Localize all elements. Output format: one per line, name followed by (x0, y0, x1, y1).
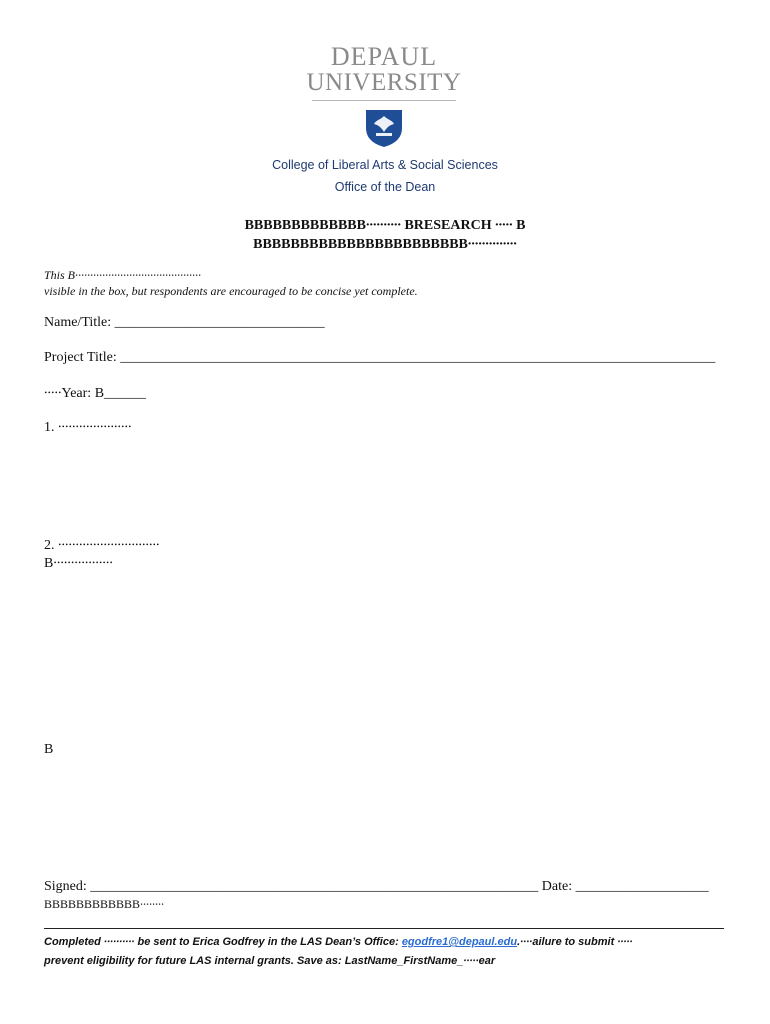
question-2-line-2: B∙∙∙∙∙∙∙∙∙∙∙∙∙∙∙∙∙ (44, 556, 113, 571)
footer-completed: Completed (44, 936, 101, 948)
form-heading-line-1: BBBBBBBBBBBBB∙∙∙∙∙∙∙∙∙∙ BRESEARCH ∙∙∙∙∙ B (244, 218, 526, 233)
name-title-field[interactable] (44, 315, 325, 331)
footer-instructions-line-2 (44, 955, 744, 967)
footer-year-text: ear (478, 955, 496, 967)
office-name: Office of the Dean (334, 180, 436, 194)
footer-eligibility-text: prevent eligibility for future LAS internal grants. (44, 955, 294, 967)
footer-garbled-3: ∙∙∙∙∙ (617, 936, 633, 948)
signature-caption: BBBBBBBBBBBB∙∙∙∙∙∙∙∙ (44, 897, 165, 911)
year-prefix: ∙∙∙∙∙ (44, 386, 62, 401)
name-title-label: Name/Title: (44, 315, 112, 330)
footer-send-text: be sent to Erica Godfrey in the LAS Dean’s Office: (137, 936, 399, 948)
logo-wordmark-depaul: DEPAUL (330, 42, 438, 71)
stray-mark: B (44, 742, 54, 757)
email-link[interactable]: egodfre1@depaul.edu (401, 936, 518, 948)
question-1: 1. ∙∙∙∙∙∙∙∙∙∙∙∙∙∙∙∙∙∙∙∙∙ (44, 420, 132, 435)
year-blank[interactable]: ______ (104, 386, 147, 401)
footer-instructions-line-1 (44, 936, 744, 948)
intro-text-line-1: This B∙∙∙∙∙∙∙∙∙∙∙∙∙∙∙∙∙∙∙∙∙∙∙∙∙∙∙∙∙∙∙∙∙∙∙∙∙∙∙∙∙∙ (44, 268, 202, 282)
signed-label: Signed: (44, 879, 87, 894)
signature-row[interactable] (44, 879, 709, 895)
year-value: B (94, 386, 105, 401)
date-label: Date: (541, 879, 573, 894)
college-name: College of Liberal Arts & Social Sciences (272, 158, 498, 172)
university-logo (306, 42, 462, 148)
footer-divider (44, 928, 724, 929)
logo-wordmark-university: UNIVERSITY (306, 69, 462, 96)
name-title-blank[interactable]: ______________________________ (114, 315, 325, 330)
logo-divider (312, 100, 456, 101)
footer-save-as-text: Save as: LastName_FirstName_ (297, 955, 464, 967)
signature-blank[interactable]: ________________________________________________________________ (90, 879, 539, 894)
footer-garbled-2: .∙∙∙∙ (517, 936, 533, 948)
form-heading-line-2: BBBBBBBBBBBBBBBBBBBBBBB∙∙∙∙∙∙∙∙∙∙∙∙∙∙ (253, 237, 517, 252)
year-label: Year: (61, 386, 92, 401)
year-field[interactable] (44, 386, 146, 402)
project-title-label: Project Title: (44, 350, 117, 365)
footer-garbled-1: ∙∙∙∙∙∙∙∙∙∙ (103, 936, 135, 948)
date-blank[interactable]: ___________________ (575, 879, 709, 894)
intro-text-line-2: visible in the box, but respondents are encouraged to be concise yet complete. (44, 284, 418, 298)
university-shield-icon (364, 108, 404, 148)
footer-garbled-4: ∙∙∙∙∙ (463, 955, 479, 967)
question-2-line-1: 2. ∙∙∙∙∙∙∙∙∙∙∙∙∙∙∙∙∙∙∙∙∙∙∙∙∙∙∙∙∙ (44, 538, 160, 553)
project-title-field[interactable] (44, 350, 715, 366)
footer-failure-text: ailure to submit (532, 936, 615, 948)
project-title-blank[interactable]: _____________________________________________________________________________________ (120, 350, 716, 365)
shield-emblem-base (376, 133, 392, 136)
